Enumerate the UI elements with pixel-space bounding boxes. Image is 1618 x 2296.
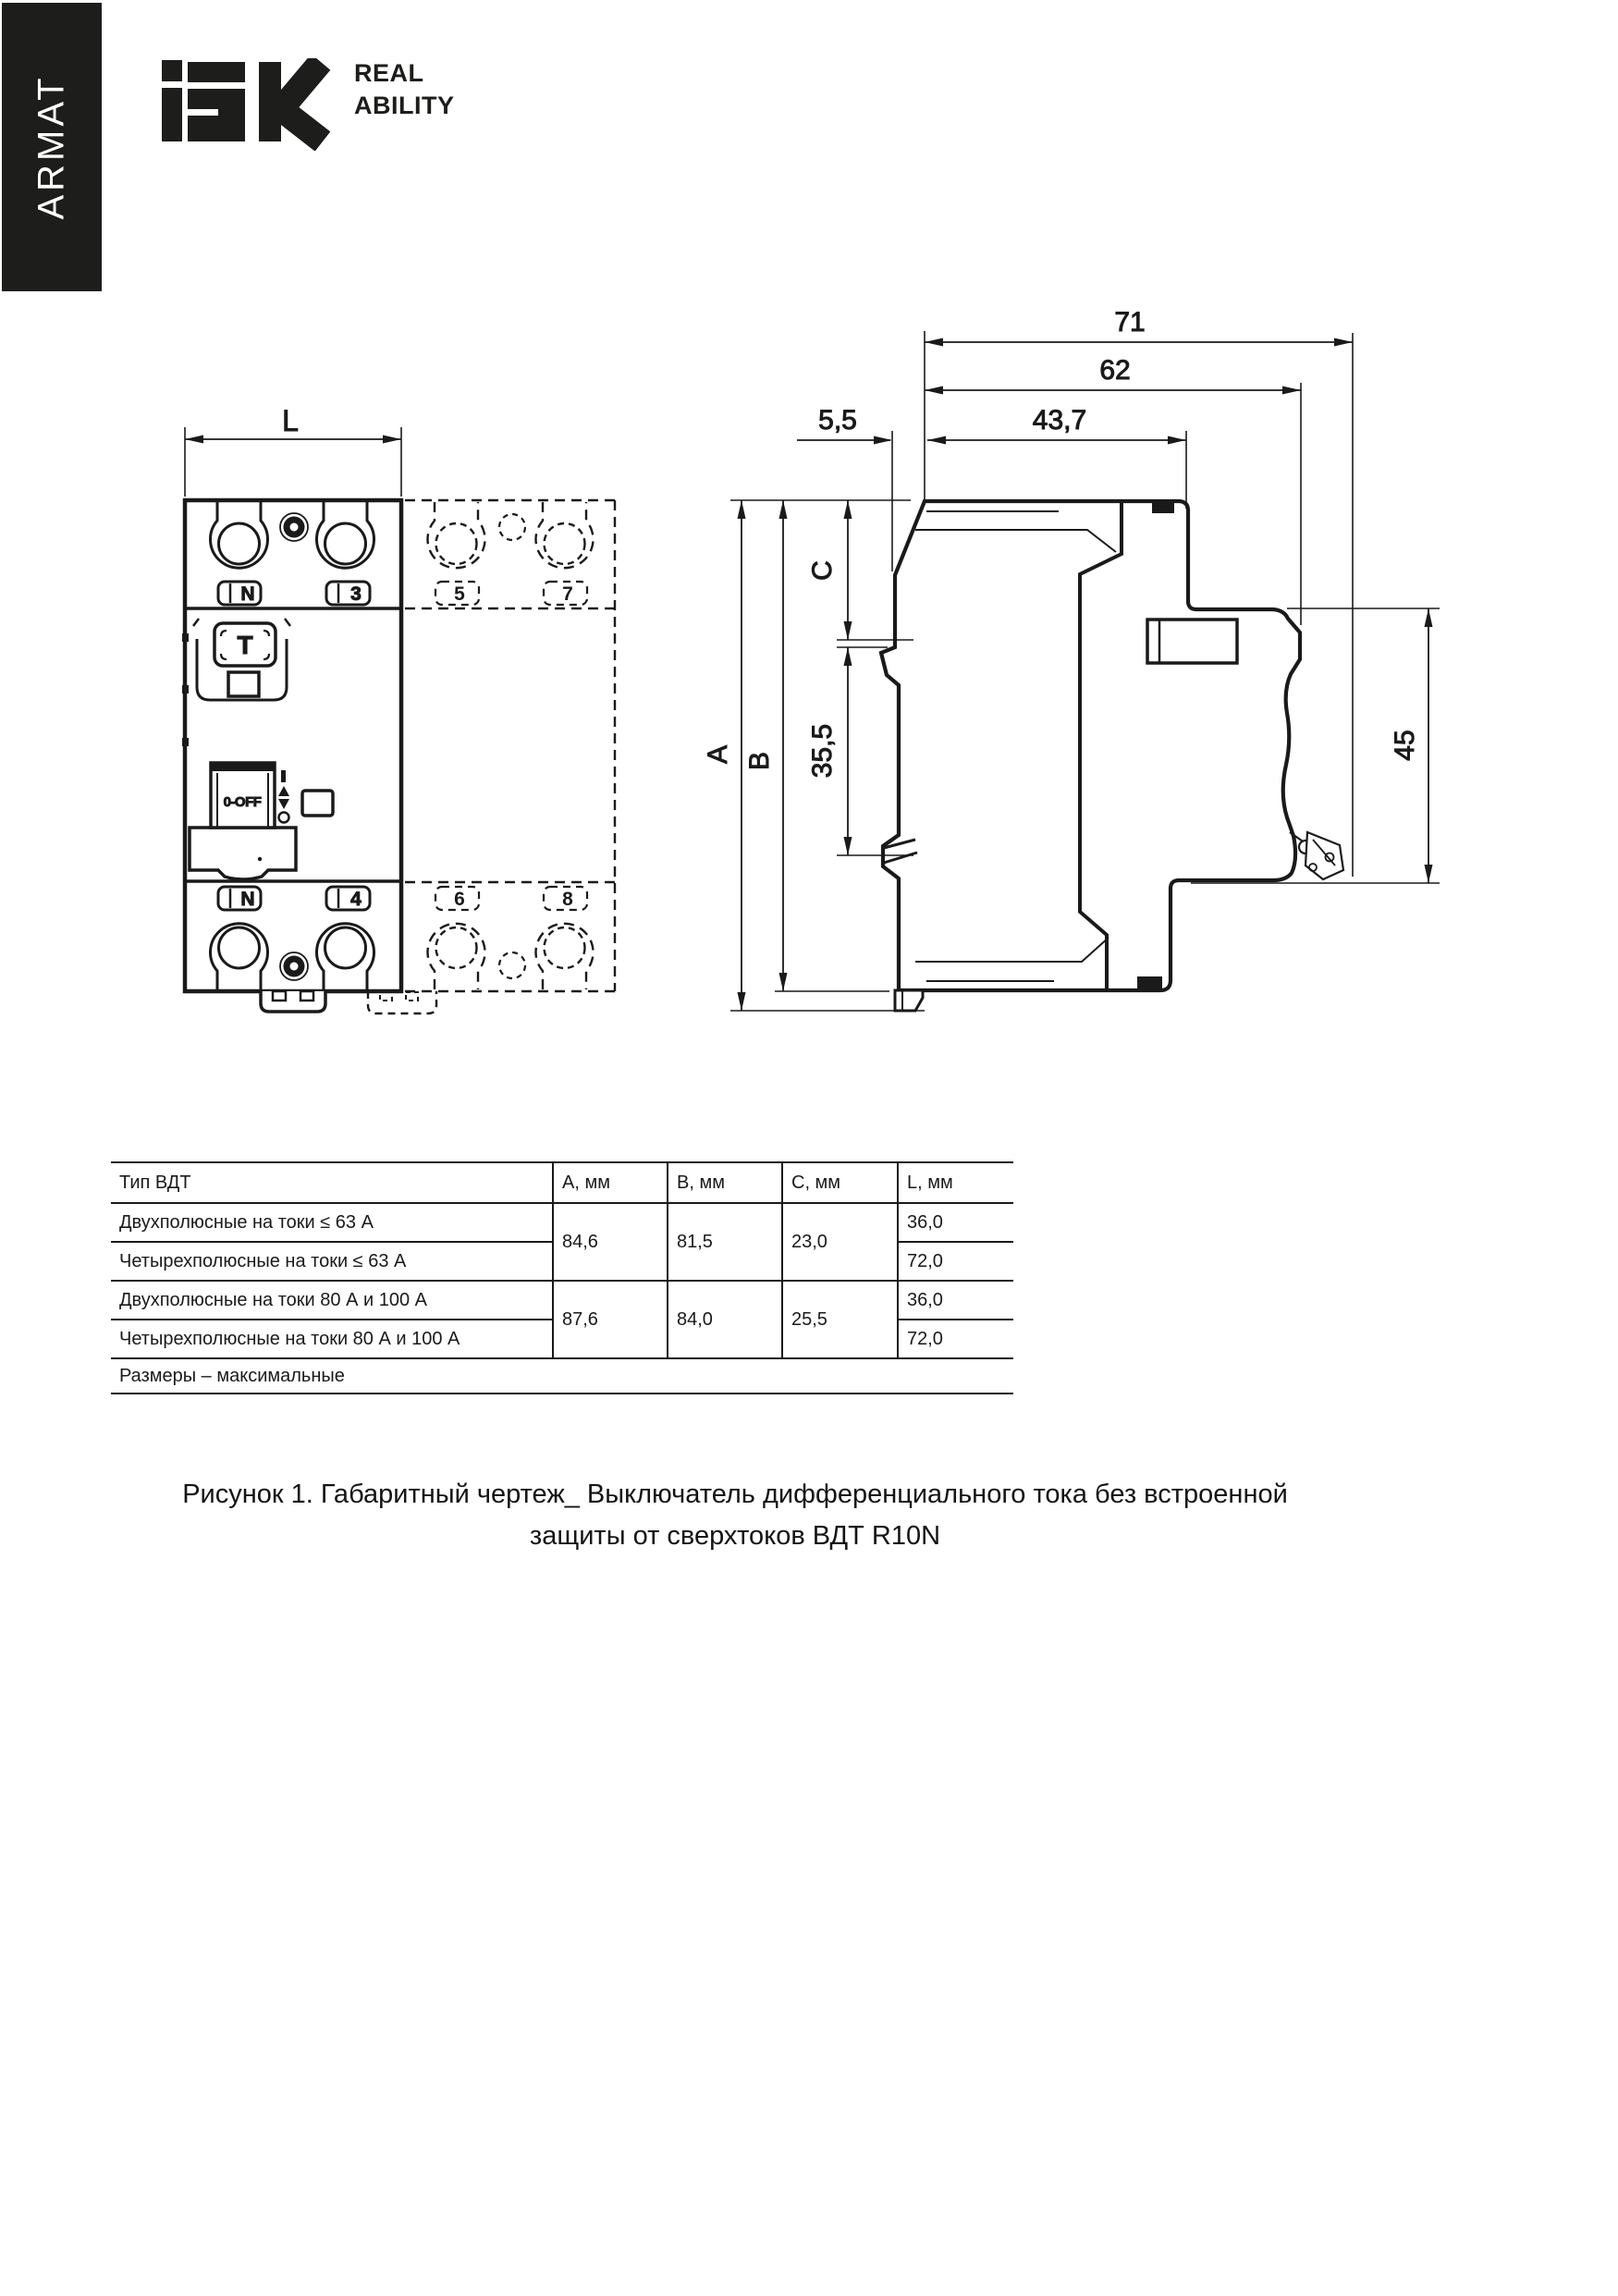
caption-line2: защиты от сверхтоков ВДТ R10N [529, 1521, 941, 1551]
dim-label-L: L [282, 404, 299, 437]
cell-l: 36,0 [898, 1281, 1013, 1320]
label-window [1147, 620, 1237, 663]
table-footer-row [111, 1358, 1013, 1394]
cell-a: 87,6 [553, 1281, 668, 1358]
table-row [111, 1281, 1013, 1320]
dim-label-5-5: 5,5 [818, 405, 857, 436]
cell-l: 72,0 [898, 1320, 1013, 1358]
terminal-label-3: 3 [350, 583, 362, 605]
side-view [703, 307, 1440, 1011]
header-type: Тип ВДТ [111, 1162, 553, 1203]
cell-b: 81,5 [668, 1203, 782, 1281]
terminal-label-7: 7 [562, 583, 573, 605]
side-view-outline [881, 501, 1300, 990]
armat-text: ARMAT [31, 74, 72, 220]
caption-line1: Рисунок 1. Габаритный чертеж_ Выключатель дифференциального тока без встроенной [182, 1480, 1288, 1509]
test-button-label: T [237, 631, 253, 659]
dim-label-45: 45 [1390, 730, 1420, 761]
header-a: А, мм [553, 1162, 668, 1203]
cell-c: 23,0 [782, 1203, 898, 1281]
front-view [182, 404, 615, 1013]
din-clip-tab [261, 991, 325, 1012]
cell-type: Четырехполюсные на токи 80 А и 100 А [111, 1320, 553, 1358]
dim-label-A: A [703, 744, 733, 765]
front-view-phantom-terminal-numbers [454, 583, 573, 910]
dim-label-62: 62 [1099, 355, 1131, 386]
clip-pull-tab [895, 990, 923, 1011]
cell-b: 84,0 [668, 1281, 782, 1358]
table-header-row [111, 1162, 1013, 1203]
dim-label-35-5: 35,5 [807, 723, 838, 779]
figure-caption [88, 1474, 1382, 1557]
terminal-screw-seal-flag [1290, 832, 1343, 879]
terminal-label-8: 8 [562, 889, 573, 910]
terminal-label-4: 4 [350, 889, 362, 910]
cell-a: 84,6 [553, 1203, 668, 1281]
terminal-label-6: 6 [454, 889, 465, 910]
dimension-L [185, 427, 401, 497]
table-footnote: Размеры – максимальные [111, 1358, 1013, 1394]
dim-label-43-7: 43,7 [1032, 405, 1087, 436]
header-c: С, мм [782, 1162, 898, 1203]
front-view-phantom-outline [368, 500, 615, 1013]
dim-label-C: C [807, 560, 838, 581]
dim-label-B: B [744, 751, 775, 771]
logo-tagline-line1: REAL [354, 59, 424, 87]
cell-c: 25,5 [782, 1281, 898, 1358]
logo-tagline-line2: ABILITY [354, 92, 455, 119]
terminal-label-n-bottom: N [240, 889, 255, 910]
cell-l: 72,0 [898, 1242, 1013, 1281]
table-row [111, 1203, 1013, 1242]
dimensional-drawing [0, 0, 1618, 1110]
terminal-label-5: 5 [454, 583, 465, 605]
cell-type: Двухполюсные на токи 80 А и 100 А [111, 1281, 553, 1320]
dim-label-71: 71 [1114, 307, 1146, 338]
cell-type: Двухполюсные на токи ≤ 63 А [111, 1203, 553, 1242]
dimensions-table [111, 1161, 1013, 1394]
cell-l: 36,0 [898, 1203, 1013, 1242]
lever-label: 0-OFF [223, 794, 262, 810]
header-b: В, мм [668, 1162, 782, 1203]
front-view-body [182, 500, 401, 991]
terminal-label-n-top: N [240, 583, 255, 605]
header-l: L, мм [898, 1162, 1013, 1203]
cell-type: Четырехполюсные на токи ≤ 63 А [111, 1242, 553, 1281]
